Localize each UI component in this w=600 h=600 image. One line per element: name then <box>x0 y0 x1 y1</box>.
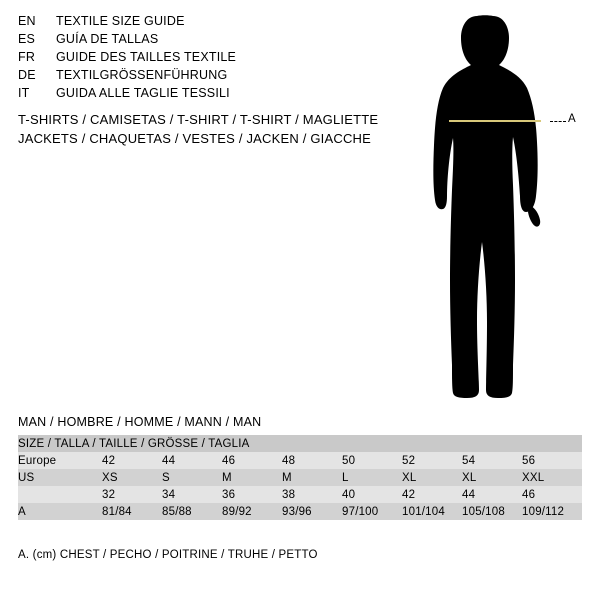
body-silhouette-figure <box>405 10 600 405</box>
language-row <box>18 14 368 32</box>
cell: 42 <box>102 452 162 469</box>
table-row <box>18 469 582 486</box>
table-title: MAN / HOMBRE / HOMME / MANN / MAN <box>18 415 262 429</box>
cell: XL <box>462 469 522 486</box>
cell: 93/96 <box>282 503 342 520</box>
language-code: IT <box>18 86 30 100</box>
language-code: DE <box>18 68 36 82</box>
cell: 50 <box>342 452 402 469</box>
category-jackets: JACKETS / CHAQUETAS / VESTES / JACKEN / GIACCHE <box>18 131 372 146</box>
language-row <box>18 50 368 68</box>
cell: 46 <box>222 452 282 469</box>
cell: S <box>162 469 222 486</box>
cell: XS <box>102 469 162 486</box>
table-header-label: SIZE / TALLA / TAILLE / GRÖSSE / TAGLIA <box>18 435 582 452</box>
language-code: EN <box>18 14 36 28</box>
measurement-footnote: A. (cm) CHEST / PECHO / POITRINE / TRUHE / PETTO <box>18 549 318 561</box>
category-list <box>18 110 418 148</box>
cell: 44 <box>162 452 222 469</box>
cell: 36 <box>222 486 282 503</box>
table-row <box>18 452 582 469</box>
table-row <box>18 486 582 503</box>
row-label: Europe <box>18 452 102 469</box>
cell: 109/112 <box>522 503 582 520</box>
size-table-block <box>18 415 582 520</box>
table-row <box>18 503 582 520</box>
row-label <box>18 486 102 503</box>
language-text: TEXTILE SIZE GUIDE <box>56 14 185 28</box>
cell: 38 <box>282 486 342 503</box>
cell: 54 <box>462 452 522 469</box>
row-label: US <box>18 469 102 486</box>
cell: M <box>222 469 282 486</box>
language-text: GUIDA ALLE TAGLIE TESSILI <box>56 86 230 100</box>
language-code: ES <box>18 32 36 46</box>
row-label: A <box>18 503 102 520</box>
cell: 40 <box>342 486 402 503</box>
language-text: TEXTILGRÖSSENFÜHRUNG <box>56 68 228 82</box>
cell: 32 <box>102 486 162 503</box>
size-table <box>18 435 582 520</box>
cell: 97/100 <box>342 503 402 520</box>
category-tshirts: T-SHIRTS / CAMISETAS / T-SHIRT / T-SHIRT / MAGLIETTE <box>18 112 379 127</box>
cell: XXL <box>522 469 582 486</box>
cell: 105/108 <box>462 503 522 520</box>
cell: 48 <box>282 452 342 469</box>
cell: 46 <box>522 486 582 503</box>
marker-label-a: A <box>568 113 576 125</box>
cell: 89/92 <box>222 503 282 520</box>
language-text: GUIDE DES TAILLES TEXTILE <box>56 50 237 64</box>
language-code: FR <box>18 50 36 64</box>
language-text: GUÍA DE TALLAS <box>56 32 159 46</box>
male-silhouette-icon <box>405 10 600 405</box>
cell: 44 <box>462 486 522 503</box>
cell: 81/84 <box>102 503 162 520</box>
table-header-row <box>18 435 582 452</box>
cell: L <box>342 469 402 486</box>
cell: 85/88 <box>162 503 222 520</box>
language-row <box>18 86 368 104</box>
cell: 56 <box>522 452 582 469</box>
cell: 101/104 <box>402 503 462 520</box>
cell: XL <box>402 469 462 486</box>
cell: M <box>282 469 342 486</box>
language-row <box>18 68 368 86</box>
cell: 34 <box>162 486 222 503</box>
language-row <box>18 32 368 50</box>
cell: 52 <box>402 452 462 469</box>
language-list <box>18 14 368 104</box>
cell: 42 <box>402 486 462 503</box>
marker-dash-line <box>550 121 566 122</box>
